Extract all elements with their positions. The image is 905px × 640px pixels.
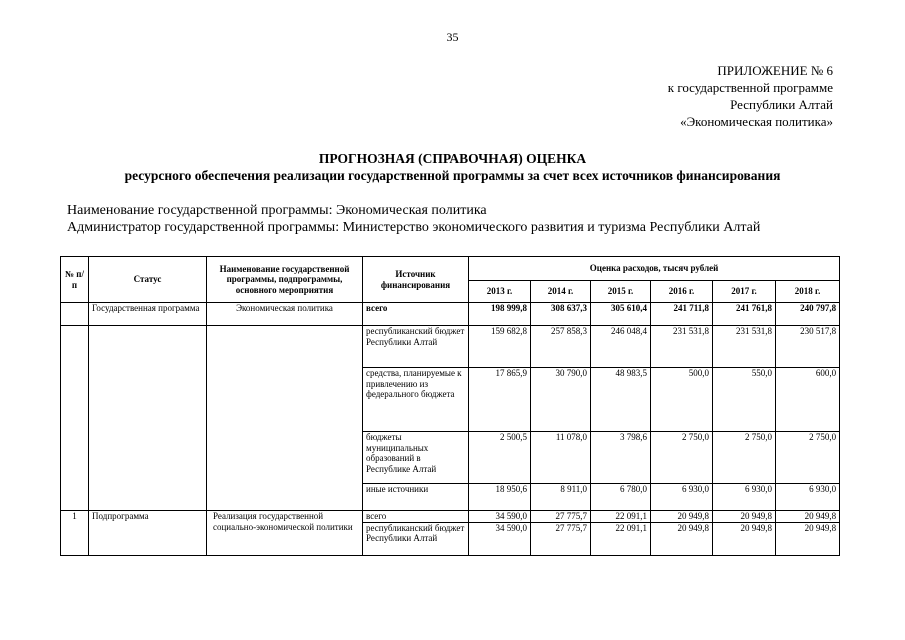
cell-value: 550,0 — [713, 368, 776, 432]
cell-value: 600,0 — [776, 368, 840, 432]
cell-status — [89, 326, 207, 511]
cell-value: 500,0 — [651, 368, 713, 432]
cell-num — [61, 326, 89, 511]
appendix-line-4: «Экономическая политика» — [680, 114, 833, 129]
cell-value: 308 637,3 — [531, 303, 591, 326]
cell-name — [207, 326, 363, 511]
appendix-line-2: к государственной программе — [667, 80, 833, 95]
cell-value: 2 750,0 — [651, 432, 713, 484]
cell-value: 48 983,5 — [591, 368, 651, 432]
cell-value: 20 949,8 — [651, 522, 713, 555]
header-name: Наименование государственной программы, подпрограммы, основного мероприятия — [207, 257, 363, 303]
header-num: № п/п — [61, 257, 89, 303]
cell-value: 231 531,8 — [651, 326, 713, 368]
cell-value: 27 775,7 — [531, 511, 591, 523]
header-year: 2016 г. — [651, 281, 713, 303]
cell-value: 34 590,0 — [469, 522, 531, 555]
program-admin-line: Администратор государственной программы: Министерство экономического развития и туризма Республики Алтай — [67, 220, 761, 235]
cell-value: 305 610,4 — [591, 303, 651, 326]
cell-value: 159 682,8 — [469, 326, 531, 368]
cell-status: Подпрограмма — [89, 511, 207, 556]
cell-value: 22 091,1 — [591, 522, 651, 555]
appendix-line-1: ПРИЛОЖЕНИЕ № 6 — [717, 63, 833, 78]
title-line-1: ПРОГНОЗНАЯ (СПРАВОЧНАЯ) ОЦЕНКА — [318, 151, 587, 166]
cell-name: Реализация государственной социально-экономической политики — [207, 511, 363, 556]
cell-value: 6 930,0 — [776, 484, 840, 511]
cell-value: 2 750,0 — [776, 432, 840, 484]
program-info — [67, 202, 760, 236]
cell-value: 2 500,5 — [469, 432, 531, 484]
cell-value: 8 911,0 — [531, 484, 591, 511]
cell-value: 6 780,0 — [591, 484, 651, 511]
cell-value: 241 711,8 — [651, 303, 713, 326]
header-status: Статус — [89, 257, 207, 303]
cell-value: 20 949,8 — [651, 511, 713, 523]
cell-value: 230 517,8 — [776, 326, 840, 368]
cell-source: республиканский бюджет Республики Алтай — [363, 522, 469, 555]
table-row — [61, 303, 840, 326]
cell-value: 3 798,6 — [591, 432, 651, 484]
cell-num: 1 — [61, 511, 89, 556]
cell-value: 22 091,1 — [591, 511, 651, 523]
table-row — [61, 511, 840, 523]
cell-value: 231 531,8 — [713, 326, 776, 368]
header-year: 2018 г. — [776, 281, 840, 303]
cell-value: 18 950,6 — [469, 484, 531, 511]
cell-value: 198 999,8 — [469, 303, 531, 326]
cell-value: 27 775,7 — [531, 522, 591, 555]
cell-name: Экономическая политика — [207, 303, 363, 326]
cell-status: Государственная программа — [89, 303, 207, 326]
cell-value: 20 949,8 — [713, 511, 776, 523]
cell-value: 6 930,0 — [713, 484, 776, 511]
cell-value: 246 048,4 — [591, 326, 651, 368]
header-estimate: Оценка расходов, тысяч рублей — [469, 257, 840, 281]
cell-value: 20 949,8 — [713, 522, 776, 555]
header-year: 2015 г. — [591, 281, 651, 303]
page-number: 35 — [446, 30, 459, 44]
header-year: 2013 г. — [469, 281, 531, 303]
cell-source: всего — [363, 303, 469, 326]
cell-value: 17 865,9 — [469, 368, 531, 432]
cell-value: 11 078,0 — [531, 432, 591, 484]
appendix-header — [668, 62, 833, 130]
cell-source: всего — [363, 511, 469, 523]
cell-value: 2 750,0 — [713, 432, 776, 484]
table-row — [61, 326, 840, 368]
program-name-line: Наименование государственной программы: Экономическая политика — [67, 203, 487, 218]
title-line-2: ресурсного обеспечения реализации государственной программы за счет всех источников финансирования — [124, 168, 781, 183]
document-title — [0, 150, 905, 184]
cell-source: иные источники — [363, 484, 469, 511]
cell-value: 30 790,0 — [531, 368, 591, 432]
header-source: Источник финансирования — [363, 257, 469, 303]
cell-source: республиканский бюджет Республики Алтай — [363, 326, 469, 368]
cell-value: 241 761,8 — [713, 303, 776, 326]
budget-table — [60, 256, 840, 556]
appendix-line-3: Республики Алтай — [730, 97, 833, 112]
cell-source: средства, планируемые к привлечению из федерального бюджета — [363, 368, 469, 432]
cell-source: бюджеты муниципальных образований в Республике Алтай — [363, 432, 469, 484]
header-year: 2017 г. — [713, 281, 776, 303]
cell-value: 34 590,0 — [469, 511, 531, 523]
cell-value: 6 930,0 — [651, 484, 713, 511]
cell-value: 257 858,3 — [531, 326, 591, 368]
header-year: 2014 г. — [531, 281, 591, 303]
cell-num — [61, 303, 89, 326]
cell-value: 20 949,8 — [776, 522, 840, 555]
cell-value: 240 797,8 — [776, 303, 840, 326]
cell-value: 20 949,8 — [776, 511, 840, 523]
